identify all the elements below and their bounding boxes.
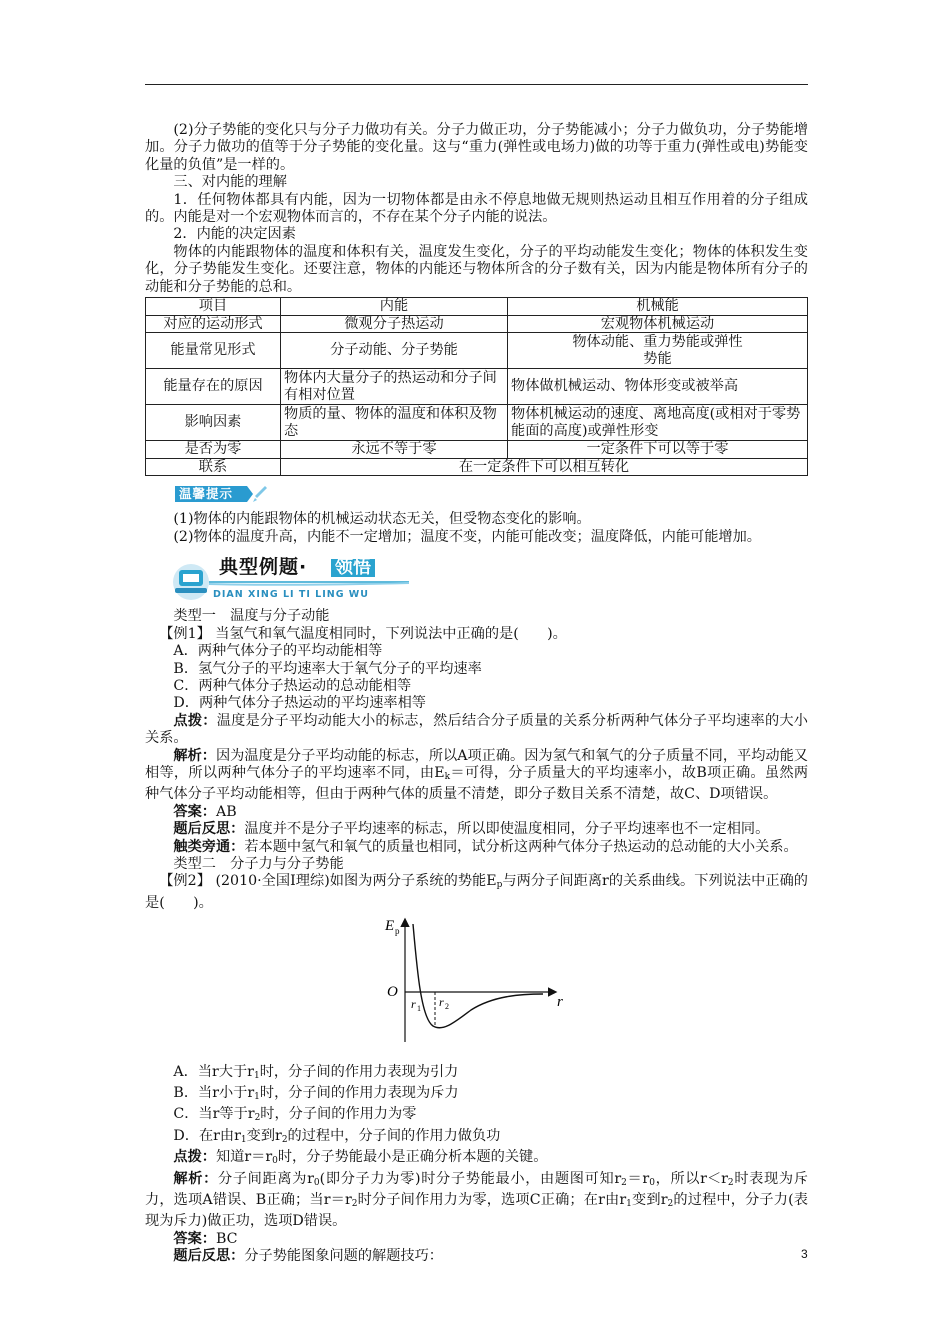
subscript: p [496, 880, 503, 891]
page-number: 3 [801, 1247, 808, 1261]
subscript: 1 [240, 1134, 247, 1145]
text: 的过程中，分子间的作用力做负功 [287, 1127, 501, 1144]
subscript: 1 [626, 1199, 632, 1210]
text: 时表现为斥力，选项A错误、B正确；当r＝r [145, 1170, 808, 1209]
table-cell: 一定条件下可以等于零 [508, 441, 808, 459]
banner-accent: 领悟 [331, 559, 375, 576]
table-cell: 物体做机械运动、物体形变或被举高 [508, 369, 808, 405]
subscript: 2 [254, 1113, 261, 1124]
text: 的过程中，分子力(表现为斥力)做正功，选项D错误。 [145, 1192, 808, 1230]
label: 点拨： [173, 1149, 216, 1166]
subscript: 2 [727, 1177, 734, 1188]
r2-label: r [439, 995, 444, 1010]
label: 题后反思： [173, 1248, 245, 1265]
option: B．氢气分子的平均速率大于氧气分子的平均速率 [173, 660, 482, 677]
option: C．两种气体分子热运动的总动能相等 [173, 677, 412, 694]
question [145, 873, 808, 912]
r1-sub: 1 [417, 1004, 421, 1014]
text: 温度并不是分子平均速率的标志，所以即使温度相同，分子平均速率也不一定相同。 [244, 821, 770, 838]
paragraph: (2)分子势能的变化只与分子力做功有关。分子力做正功，分子势能减小；分子力做负功，分子势能增加。分子力做功的值等于分子势能的变化量。这与“重力(弹性或电场力)做的功等于重力(弹性或电)势能变化量的负值”是一样的。 [145, 122, 808, 173]
origin-label: O [387, 984, 398, 1001]
text: 时，分子间的作用力为零 [260, 1106, 417, 1123]
question [145, 626, 808, 643]
tip-label: 温馨提示 [179, 486, 234, 502]
reflection [145, 821, 808, 838]
section-heading: 三、对内能的理解 [173, 174, 287, 191]
page-content [145, 122, 808, 1266]
paragraph: 物体的内能跟物体的温度和体积有关，温度发生变化，分子的平均动能发生变化；物体的体积发生变化，分子势能发生变化。还要注意，物体的内能还与物体所含的分子数有关，因为内能是物体所有分子的动能和分子势能的总和。 [145, 243, 808, 295]
label: 触类旁通： [173, 838, 245, 855]
table-row [146, 298, 808, 316]
label: 答案： [173, 803, 216, 820]
text: 时，分子间的作用力表现为斥力 [259, 1085, 459, 1101]
table-cell: 能量存在的原因 [146, 369, 281, 405]
comparison-table [145, 297, 808, 476]
hint [145, 1149, 808, 1170]
subscript: 0 [649, 1177, 655, 1188]
table-row [146, 458, 808, 476]
text: 时分子间作用力为零，选项C正确；在r由r [357, 1192, 627, 1209]
x-axis-label: r [557, 994, 563, 1011]
subscript: 2 [351, 1199, 358, 1210]
header-rule [145, 84, 808, 85]
tip-item: (2)物体的温度升高，内能不一定增加；温度不变，内能可能改变；温度降低，内能可能增加。 [173, 528, 761, 545]
text: C．当r等于r [173, 1106, 255, 1123]
label: 答案： [173, 1230, 216, 1247]
paragraph: 1．任何物体都具有内能，因为一切物体都是由永不停息地做无规则热运动且相互作用着的分子组成的。内能是对一个宏观物体而言的，不存在某个分子内能的说法。 [145, 191, 808, 226]
subscript: 2 [281, 1134, 288, 1145]
question-text: 【例1】 当氢气和氧气温度相同时，下列说法中正确的是( )。 [159, 625, 567, 642]
label: 解析： [173, 747, 216, 764]
banner-title: 典型例题· [219, 556, 308, 579]
table-row [146, 315, 808, 333]
label: 解析： [173, 1170, 218, 1187]
table-row [146, 333, 808, 369]
table-cell: 联系 [146, 458, 281, 476]
table-cell: 机械能 [508, 298, 808, 316]
table-cell: 在一定条件下可以相互转化 [281, 458, 808, 476]
answer-text: AB [215, 803, 237, 820]
hint-text: 温度是分子平均动能大小的标志，然后结合分子质量的关系分析两种气体分子平均速率的大小关系。 [145, 712, 808, 747]
option: A．两种气体分子的平均动能相等 [173, 643, 383, 660]
text: 知道r＝r [215, 1149, 273, 1166]
subscript: 1 [253, 1070, 260, 1081]
answer [145, 804, 808, 821]
option [145, 1085, 808, 1106]
reflection [145, 1248, 808, 1265]
table-cell: 对应的运动形式 [146, 315, 281, 333]
analysis [145, 748, 808, 804]
text: A．当r大于r [173, 1063, 254, 1080]
table-row [146, 369, 808, 405]
option: D．两种气体分子热运动的平均速率相等 [173, 695, 426, 712]
r1-label: r [411, 997, 416, 1012]
extension [145, 839, 808, 856]
hint [145, 713, 808, 748]
table-row [146, 441, 808, 459]
type-heading: 类型二 分子力与分子势能 [173, 855, 344, 872]
subscript: k [444, 771, 451, 782]
table-cell: 微观分子热运动 [281, 315, 508, 333]
table-cell: 物体动能、重力势能或弹性势能 [508, 333, 808, 369]
analysis [145, 1171, 808, 1231]
table-cell: 是否为零 [146, 441, 281, 459]
option [145, 1106, 808, 1127]
text: 因为温度是分子平均动能的标志，所以A项正确。因为氢气和氧气的分子质量不同，平均动能又相等，所以两种气体分子的平均速率不同，由E [145, 747, 808, 781]
text: 分子势能图象问题的解题技巧： [244, 1248, 443, 1265]
subscript: 0 [313, 1177, 320, 1188]
tip-badge [173, 484, 269, 504]
table-cell: 物质的量、物体的温度和体积及物态 [281, 405, 508, 441]
text: ，所以r＜r [654, 1170, 728, 1187]
text: 时，分子势能最小是正确分析本题的关键。 [277, 1149, 548, 1166]
text: B．当r小于r [173, 1085, 255, 1101]
examples-banner [169, 556, 429, 608]
subscript: 1 [254, 1092, 260, 1102]
table-cell: 影响因素 [146, 405, 281, 441]
type-heading: 类型一 温度与分子动能 [173, 608, 330, 625]
subscript: 0 [272, 1156, 278, 1167]
r2-sub: 2 [445, 1002, 449, 1012]
tip-item: (1)物体的内能跟物体的机械运动状态无关，但受物态变化的影响。 [173, 511, 591, 528]
table-cell: 宏观物体机械运动 [508, 315, 808, 333]
subscript: 2 [621, 1177, 627, 1188]
table-cell: 物体机械运动的速度、离地高度(或相对于零势能面的高度)或弹性形变 [508, 405, 808, 441]
ep-curve [413, 924, 543, 1028]
text: 与两分子间距离r的关系曲线。下列说法中正确的是( )。 [145, 873, 808, 911]
answer [145, 1231, 808, 1248]
text: 分子间距离为r [217, 1170, 314, 1187]
table-cell: 项目 [146, 298, 281, 316]
table-cell: 物体内大量分子的热运动和分子间有相对位置 [281, 369, 508, 405]
text: ＝可得，分子质量大的平均速率小，故B项正确。虽然两种气体分子平均动能相等，但由于两种气体的质量不清楚，即分子数目关系不清楚，故C、D项错误。 [145, 764, 809, 803]
text: (即分子力为零)时分子势能最小，由题图可知r [319, 1170, 622, 1187]
text: ＝r [626, 1170, 650, 1187]
answer-text: BC [215, 1230, 238, 1247]
label: 点拨： [173, 712, 217, 729]
text: 时，分子间的作用力表现为引力 [259, 1063, 459, 1080]
y-axis-label: E [385, 918, 395, 935]
text: 若本题中氢气和氧气的质量也相同，试分析这两种气体分子热运动的总动能的大小关系。 [244, 838, 798, 855]
table-cell: 分子动能、分子势能 [281, 333, 508, 369]
graph-svg [375, 914, 575, 1054]
y-axis-sub: p [395, 926, 400, 937]
subscript: 2 [667, 1199, 674, 1210]
text: 【例2】 (2010·全国Ⅰ理综)如图为两分子系统的势能E [159, 873, 497, 890]
table-cell: 永远不等于零 [281, 441, 508, 459]
table-cell: 能量常见形式 [146, 333, 281, 369]
text: 变到r [631, 1192, 668, 1209]
text: D．在r由r [173, 1127, 241, 1144]
option [145, 1064, 808, 1085]
text: 变到r [246, 1127, 282, 1144]
banner-pinyin: DIAN XING LI TI LING WU [213, 589, 369, 601]
table-row [146, 405, 808, 441]
table-cell: 内能 [281, 298, 508, 316]
potential-energy-graph [375, 914, 808, 1059]
label: 题后反思： [173, 821, 245, 838]
subheading: 2．内能的决定因素 [173, 226, 296, 243]
option [145, 1128, 808, 1149]
